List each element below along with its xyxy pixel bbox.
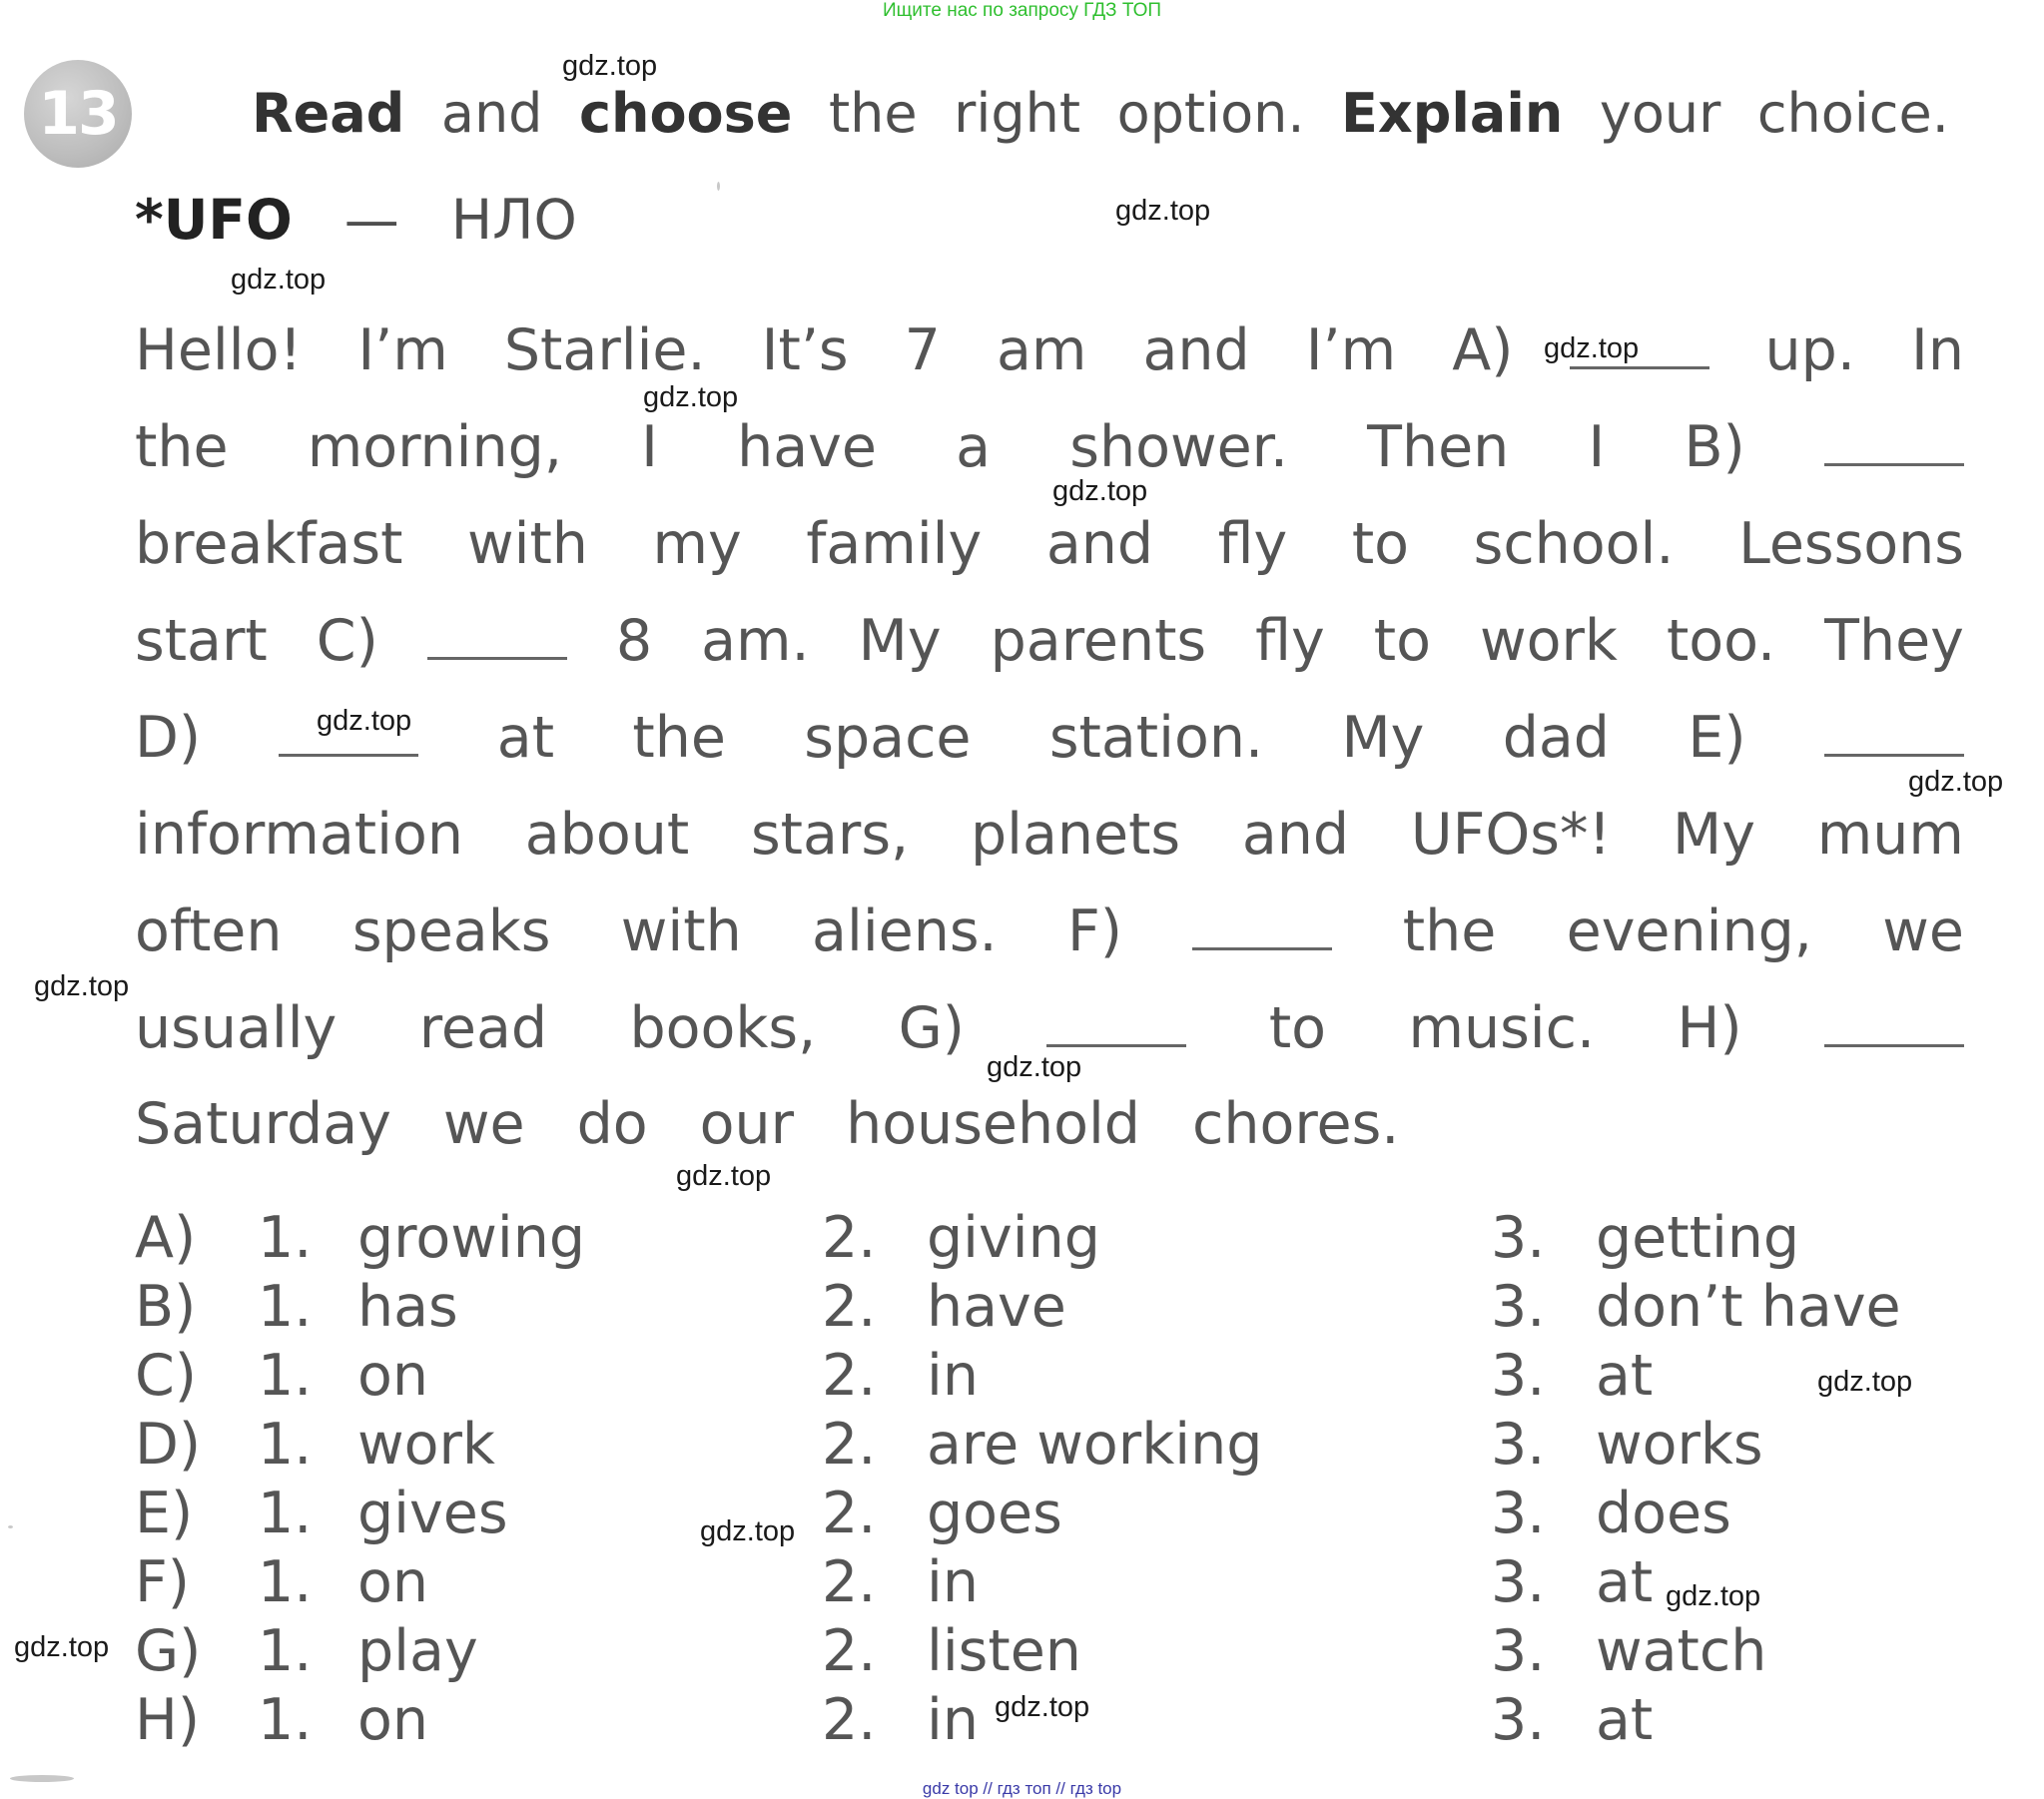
word: dad [1502,705,1610,771]
word: parents [990,608,1207,674]
title-word: choice. [1756,82,1949,145]
word: A) [1452,317,1514,383]
option-row [0,1274,2044,1342]
answer-blank[interactable] [1824,419,1964,466]
option-choice[interactable]: are working [927,1412,1263,1478]
option-choice[interactable]: don’t have [1596,1274,1901,1340]
exercise-number-badge [24,60,132,168]
option-row [0,1205,2044,1273]
word: about [524,802,690,868]
word: household [846,1091,1140,1157]
option-number: 2. [822,1687,877,1753]
option-number: 3. [1491,1412,1546,1478]
answer-blank[interactable] [427,613,567,660]
watermark: gdz.top [317,705,412,737]
word: at [496,705,555,771]
word: I [1588,414,1606,480]
word: usually [135,995,338,1061]
word: space [804,705,972,771]
word: often [135,899,283,964]
title-word: Explain [1341,82,1564,145]
watermark: gdz.top [676,1160,772,1192]
word: Hello! [135,317,303,383]
passage-last-line [135,1091,1399,1171]
option-number: 3. [1491,1549,1546,1615]
option-number: 3. [1491,1274,1546,1340]
word: D) [135,705,202,771]
option-row [0,1412,2044,1480]
option-choice[interactable]: gives [357,1481,508,1546]
word: mum [1816,802,1964,868]
top-banner: Ищите нас по запросу ГДЗ ТОП [882,0,1162,21]
word: to [1351,511,1410,577]
word: I [641,414,658,480]
print-speck [717,182,720,191]
option-number: 1. [258,1618,313,1684]
option-number: 1. [258,1481,313,1546]
option-choice[interactable]: at [1596,1549,1654,1615]
option-number: 1. [258,1274,313,1340]
passage-line [135,317,1964,397]
word: Saturday [135,1091,391,1157]
word: a [956,414,992,480]
option-number: 3. [1491,1687,1546,1753]
word: breakfast [135,511,403,577]
watermark: gdz.top [34,970,130,1002]
option-choice[interactable]: getting [1596,1205,1800,1271]
watermark: gdz.top [1666,1580,1761,1612]
option-choice[interactable]: work [357,1412,495,1478]
word: am. [701,608,810,674]
word: Starlie. [503,317,706,383]
word: with [620,899,742,964]
word: aliens. [812,899,998,964]
word: In [1911,317,1964,383]
word: fly [1255,608,1325,674]
word: and [1142,317,1250,383]
footnote-ufo [135,188,577,252]
option-number: 2. [822,1618,877,1684]
word: we [1882,899,1964,964]
word: the [1402,899,1497,964]
option-choice[interactable]: works [1596,1412,1763,1478]
word: morning, [307,414,562,480]
word: with [466,511,588,577]
option-number: 2. [822,1274,877,1340]
word: UFOs*! [1410,802,1612,868]
word: too. [1666,608,1776,674]
word: E) [1688,705,1746,771]
option-row [0,1618,2044,1686]
option-choice[interactable]: in [927,1687,979,1753]
word: the [632,705,726,771]
answer-blank[interactable] [1824,710,1964,757]
watermark: gdz.top [700,1515,796,1547]
passage-line [135,511,1964,591]
word: school. [1473,511,1675,577]
word: C) [316,608,378,674]
exercise-number: 13 [38,79,118,149]
option-number: 2. [822,1343,877,1409]
option-choice[interactable]: growing [357,1205,585,1271]
watermark: gdz.top [1115,195,1211,227]
option-letter: B) [135,1274,197,1340]
word: we [442,1091,525,1157]
word: stars, [750,802,910,868]
word: They [1824,608,1964,674]
word: B) [1684,414,1745,480]
footnote-term: *UFO [135,188,293,252]
word: evening, [1566,899,1812,964]
option-row [0,1343,2044,1411]
word: G) [898,995,966,1061]
word: shower. [1069,414,1288,480]
title-word: choose [579,82,793,145]
option-choice[interactable]: in [927,1549,979,1615]
passage-line [135,414,1964,494]
word: My [858,608,942,674]
option-letter: D) [135,1412,202,1478]
word: station. [1048,705,1264,771]
option-choice[interactable]: has [357,1274,458,1340]
option-number: 3. [1491,1205,1546,1271]
option-letter: G) [135,1618,202,1684]
option-choice[interactable]: play [357,1618,478,1684]
answer-blank[interactable] [1046,1000,1186,1047]
option-number: 1. [258,1343,313,1409]
word: It’s [761,317,849,383]
watermark: gdz.top [1908,766,2004,798]
option-choice[interactable]: listen [927,1618,1081,1684]
word: to [1373,608,1431,674]
word: have [737,414,877,480]
title-word: option. [1116,82,1305,145]
word: I’m [1305,317,1397,383]
word: chores. [1191,1091,1400,1157]
option-choice[interactable]: watch [1596,1618,1767,1684]
word: to [1268,995,1327,1061]
option-number: 2. [822,1412,877,1478]
watermark: gdz.top [1544,332,1640,364]
footnote-translation: НЛО [450,188,577,252]
option-letter: A) [135,1205,197,1271]
option-choice[interactable]: in [927,1343,979,1409]
watermark: gdz.top [995,1691,1090,1723]
word: and [1045,511,1154,577]
word: fly [1217,511,1288,577]
passage-line [135,899,1964,978]
word: start [135,608,268,674]
passage-line [135,802,1964,882]
footnote-dash: — [343,188,399,252]
option-number: 3. [1491,1343,1546,1409]
option-number: 1. [258,1687,313,1753]
option-choice[interactable]: does [1596,1481,1731,1546]
word: and [1241,802,1350,868]
answer-blank[interactable] [1824,1000,1964,1047]
option-choice[interactable]: have [927,1274,1066,1340]
word: My [1673,802,1755,868]
word: music. [1408,995,1596,1061]
option-number: 2. [822,1481,877,1546]
watermark: gdz.top [987,1051,1082,1083]
word: H) [1677,995,1742,1061]
watermark: gdz.top [1817,1366,1913,1398]
print-speck [8,1525,13,1528]
bottom-banner: gdz top // гдз топ // гдз top [922,1779,1122,1798]
passage-line [135,608,1964,688]
answer-blank[interactable] [1192,903,1332,950]
option-row [0,1481,2044,1548]
option-number: 2. [822,1205,877,1271]
word: information [135,802,463,868]
option-choice[interactable]: goes [927,1481,1062,1546]
word: do [576,1091,648,1157]
word: the [135,414,229,480]
option-number: 1. [258,1412,313,1478]
word: 8 [615,608,653,674]
option-choice[interactable]: on [357,1343,428,1409]
option-number: 3. [1491,1481,1546,1546]
watermark: gdz.top [231,264,327,296]
watermark: gdz.top [562,50,658,82]
title-word: the [828,82,918,145]
word: up. [1764,317,1855,383]
word: F) [1067,899,1123,964]
word: speaks [351,899,551,964]
title-word: and [440,82,543,145]
word: 7 [904,317,941,383]
word: Lessons [1738,511,1964,577]
option-letter: H) [135,1687,201,1753]
option-letter: E) [135,1481,194,1546]
title-word: your [1599,82,1721,145]
word: Then [1367,414,1510,480]
option-number: 1. [258,1205,313,1271]
option-letter: F) [135,1549,191,1615]
word: family [806,511,983,577]
word: my [652,511,742,577]
option-number: 3. [1491,1618,1546,1684]
watermark: gdz.top [14,1631,110,1663]
word: planets [970,802,1181,868]
watermark: gdz.top [643,381,739,413]
option-choice[interactable]: giving [927,1205,1100,1271]
word: our [699,1091,795,1157]
word: books, [629,995,817,1061]
word: am [996,317,1087,383]
word: read [418,995,548,1061]
option-letter: C) [135,1343,198,1409]
title-word: Read [252,82,405,145]
option-choice[interactable]: on [357,1549,428,1615]
option-choice[interactable]: at [1596,1687,1654,1753]
word: I’m [357,317,448,383]
word: work [1480,608,1618,674]
watermark: gdz.top [1052,475,1148,507]
word: My [1341,705,1425,771]
option-choice[interactable]: at [1596,1343,1654,1409]
option-choice[interactable]: on [357,1687,428,1753]
exercise-instruction [252,82,1949,152]
title-word: right [954,82,1081,145]
option-number: 2. [822,1549,877,1615]
option-number: 1. [258,1549,313,1615]
